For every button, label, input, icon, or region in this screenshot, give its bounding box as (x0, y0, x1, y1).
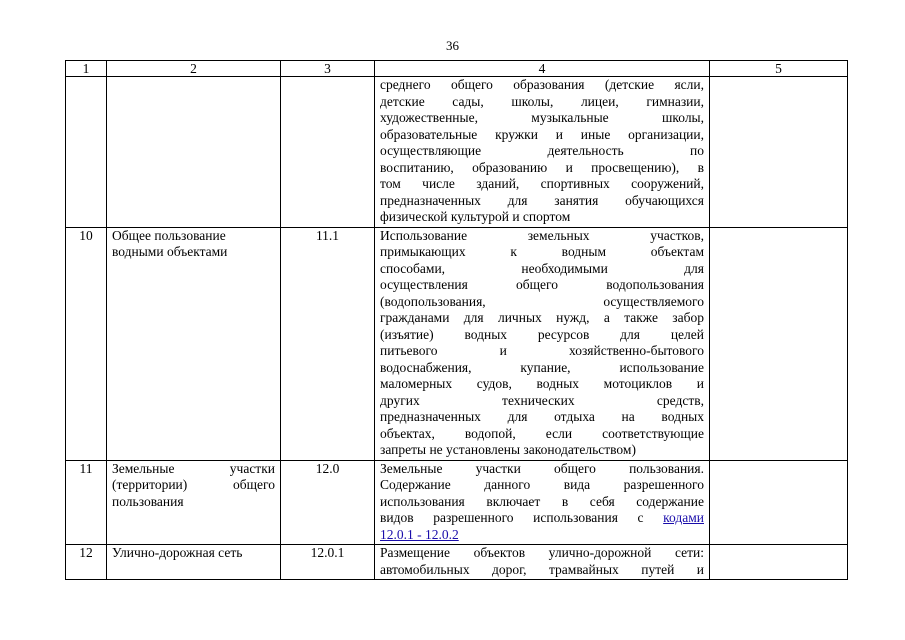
name-line: водными объектами (112, 244, 228, 259)
header-cell-1: 1 (66, 61, 107, 77)
codes-link[interactable]: кодами (663, 510, 704, 525)
desc-line: Содержание данного вида разрешенного (380, 477, 704, 492)
desc-line: запреты не установлены законодательством) (380, 442, 636, 457)
desc-line: способами, необходимыми для (380, 260, 704, 276)
name-line: Земельные участки (112, 460, 275, 476)
desc-line: осуществляющие деятельность по (380, 143, 704, 158)
row-name (107, 227, 281, 460)
row-note (710, 545, 848, 580)
row-description (375, 227, 710, 460)
row-code: 12.0 (281, 460, 375, 545)
table-row (66, 227, 848, 460)
row-description (375, 460, 710, 545)
row-number: 11 (66, 460, 107, 545)
desc-line: предназначенных для занятия обучающихся (380, 192, 704, 208)
row-description (375, 545, 710, 580)
page-number: 36 (446, 38, 459, 53)
header-cell-2: 2 (107, 61, 281, 77)
name-line: пользования (112, 493, 184, 509)
desc-line: маломерных судов, водных мотоциклов и (380, 376, 704, 391)
desc-line: Размещение объектов улично-дорожной сети: (380, 545, 704, 560)
desc-line: том числе зданий, спортивных сооружений, (380, 176, 704, 191)
row-note (710, 227, 848, 460)
row-code: 11.1 (281, 227, 375, 460)
desc-line: физической культурой и спортом (380, 209, 571, 224)
codes-range-link[interactable]: 12.0.1 - 12.0.2 (380, 526, 459, 542)
name-line: Улично-дорожная сеть (112, 545, 243, 560)
desc-line: водоснабжения, купание, использование (380, 359, 704, 375)
desc-line: гражданами для личных нужд, а также забор (380, 310, 704, 325)
row-description (375, 77, 710, 228)
desc-line: Земельные участки общего пользования. (380, 460, 704, 476)
desc-line: (изъятие) водных ресурсов для целей (380, 326, 704, 342)
row-note (710, 460, 848, 545)
desc-line: образовательные кружки и иные организации, (380, 126, 704, 142)
row-code (281, 77, 375, 228)
desc-line: среднего общего образования (детские ясли, (380, 77, 704, 92)
desc-line: предназначенных для отдыха на водных (380, 409, 704, 424)
desc-line: детские сады, школы, лицеи, гимназии, (380, 93, 704, 109)
row-name (107, 77, 281, 228)
desc-line: осуществления общего водопользования (380, 277, 704, 292)
desc-line: автомобильных дорог, трамвайных путей и (380, 561, 704, 577)
land-use-table (65, 60, 848, 580)
header-row (66, 61, 848, 77)
row-name (107, 460, 281, 545)
desc-line: Использование земельных участков, (380, 227, 704, 243)
desc-line: питьевого и хозяйственно-бытового (380, 343, 704, 358)
table-row (66, 77, 848, 228)
row-name (107, 545, 281, 580)
row-code: 12.0.1 (281, 545, 375, 580)
header-cell-3: 3 (281, 61, 375, 77)
name-line: Общее пользование (112, 227, 226, 243)
row-number (66, 77, 107, 228)
table-row (66, 545, 848, 580)
desc-line: воспитанию, образованию и просвещению), в (380, 159, 704, 175)
desc-line: примыкающих к водным объектам (380, 244, 704, 259)
table-row (66, 460, 848, 545)
header-cell-4: 4 (375, 61, 710, 77)
header-cell-5: 5 (710, 61, 848, 77)
row-number: 12 (66, 545, 107, 580)
desc-line: (водопользования, осуществляемого (380, 293, 704, 309)
desc-line: объектах, водопой, если соответствующие (380, 425, 704, 441)
row-note (710, 77, 848, 228)
name-line: (территории) общего (112, 477, 275, 492)
desc-line: других технических средств, (380, 392, 704, 408)
desc-line: художественные, музыкальные школы, (380, 110, 704, 125)
desc-line-text: видов разрешенного использования с (380, 510, 644, 525)
desc-line (380, 527, 704, 544)
desc-line: использования включает в себя содержание (380, 493, 704, 509)
desc-line (380, 510, 704, 527)
row-number: 10 (66, 227, 107, 460)
